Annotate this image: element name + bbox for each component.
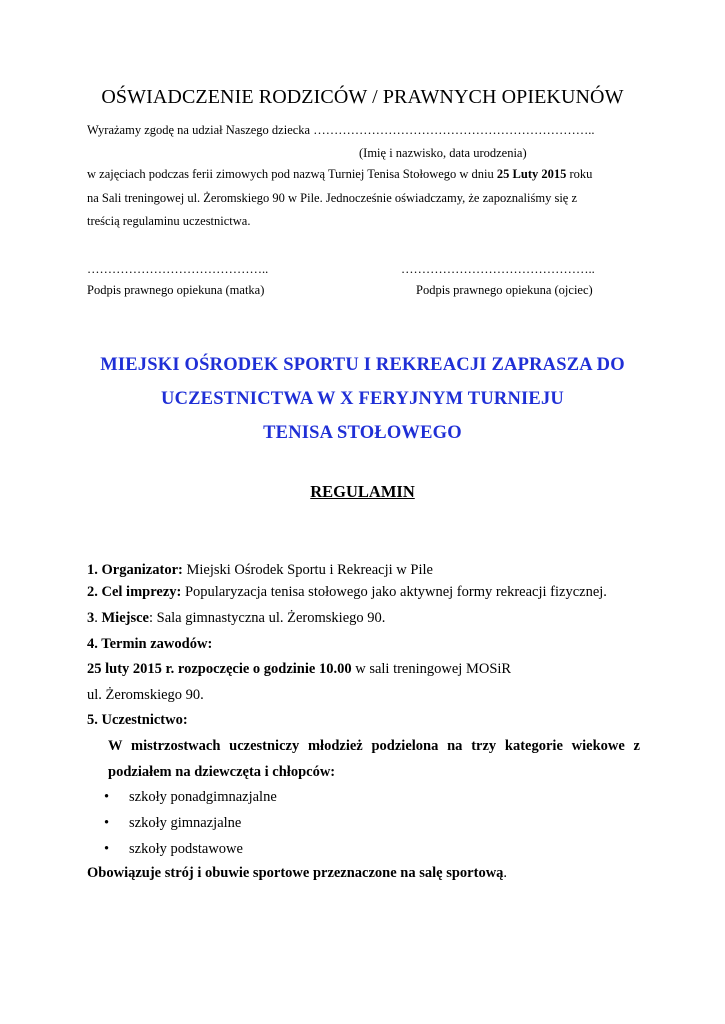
date-label: 4. Termin zawodów: [87, 636, 213, 652]
invitation-heading-line3: TENISA STOŁOWEGO [263, 423, 462, 443]
bullet-icon: • [104, 841, 110, 857]
rule-place [87, 610, 385, 627]
venue-line: na Sali treningowej ul. Żeromskiego 90 w Pile. Jednocześnie oświadczamy, że zapoznaliśmy się z [87, 191, 578, 205]
activity-line [87, 166, 592, 182]
category-item [104, 815, 241, 832]
bullet-icon: • [104, 815, 110, 831]
participation-line2 [108, 764, 335, 781]
rule-date-label [87, 636, 212, 653]
goal-label: 2. Cel imprezy: [87, 584, 182, 600]
organizer-label: 1. Organizator: [87, 562, 183, 578]
participation-label: 5. Uczestnictwo: [87, 712, 188, 728]
rules-ack-line: treścią regulaminu uczestnictwa. [87, 214, 251, 228]
invitation-heading-line1: MIEJSKI OŚRODEK SPORTU I REKREACJI ZAPRASZA DO [100, 355, 625, 375]
goal-value: Popularyzacja tenisa stołowego jako aktywnej formy rekreacji fizycznej. [181, 584, 607, 600]
child-name-hint: (Imię i nazwisko, data urodzenia) [359, 146, 527, 160]
category-label: szkoły gimnazjalne [129, 815, 242, 831]
place-label: Miejsce [97, 610, 149, 626]
category-item [104, 841, 243, 858]
consent-line: Wyrażamy zgodę na udział Naszego dziecka ………………………………………………………….. [87, 123, 595, 137]
regulations-heading [0, 482, 725, 502]
signature-mother-label: Podpis prawnego opiekuna (matka) [87, 283, 265, 297]
date-value: w sali treningowej MOSiR [351, 661, 512, 677]
invitation-heading-line2: UCZESTNICTWA W X FERYJNYM TURNIEJU [161, 389, 564, 409]
place-separator: . [94, 610, 98, 626]
place-value: : Sala gimnastyczna ul. Żeromskiego 90. [149, 610, 386, 626]
place-number: 3 [87, 610, 95, 626]
rule-participation-label [87, 712, 188, 729]
signature-mother-line: …………………………………….. [87, 262, 269, 276]
attire-text: Obowiązuje strój i obuwie sportowe przeznaczone na salę sportową [87, 865, 504, 881]
date-bold: 25 luty 2015 r. rozpoczęcie o godzinie 10.00 [87, 661, 352, 677]
category-label: szkoły podstawowe [129, 841, 243, 857]
participation-line1: W mistrzostwach uczestniczy młodzież podzielona na trzy kategorie wiekowe z [108, 738, 640, 754]
rule-attire [87, 865, 507, 882]
attire-end: . [503, 865, 508, 881]
bullet-icon: • [104, 789, 110, 805]
rule-goal [87, 584, 607, 601]
rule-organizer [87, 562, 433, 579]
activity-line-text: w zajęciach podczas ferii zimowych pod nazwą Turniej Tenisa Stołowego w dniu [87, 167, 497, 181]
signature-father-line: ……………………………………….. [401, 262, 595, 276]
participation-line2-text: podziałem na dziewczęta i chłopców: [108, 764, 336, 780]
regulations-heading-text: REGULAMIN [310, 482, 415, 501]
rule-date-street: ul. Żeromskiego 90. [87, 687, 204, 703]
rule-date [87, 661, 511, 678]
category-item [104, 789, 277, 806]
signature-father-label: Podpis prawnego opiekuna (ojciec) [416, 283, 593, 297]
category-label: szkoły ponadgimnazjalne [129, 789, 277, 805]
organizer-value: Miejski Ośrodek Sportu i Rekreacji w Pile [182, 562, 433, 578]
declaration-title: OŚWIADCZENIE RODZICÓW / PRAWNYCH OPIEKUNÓW [101, 86, 624, 108]
activity-line-end: roku [566, 167, 593, 181]
activity-date: 25 Luty 2015 [496, 167, 567, 181]
